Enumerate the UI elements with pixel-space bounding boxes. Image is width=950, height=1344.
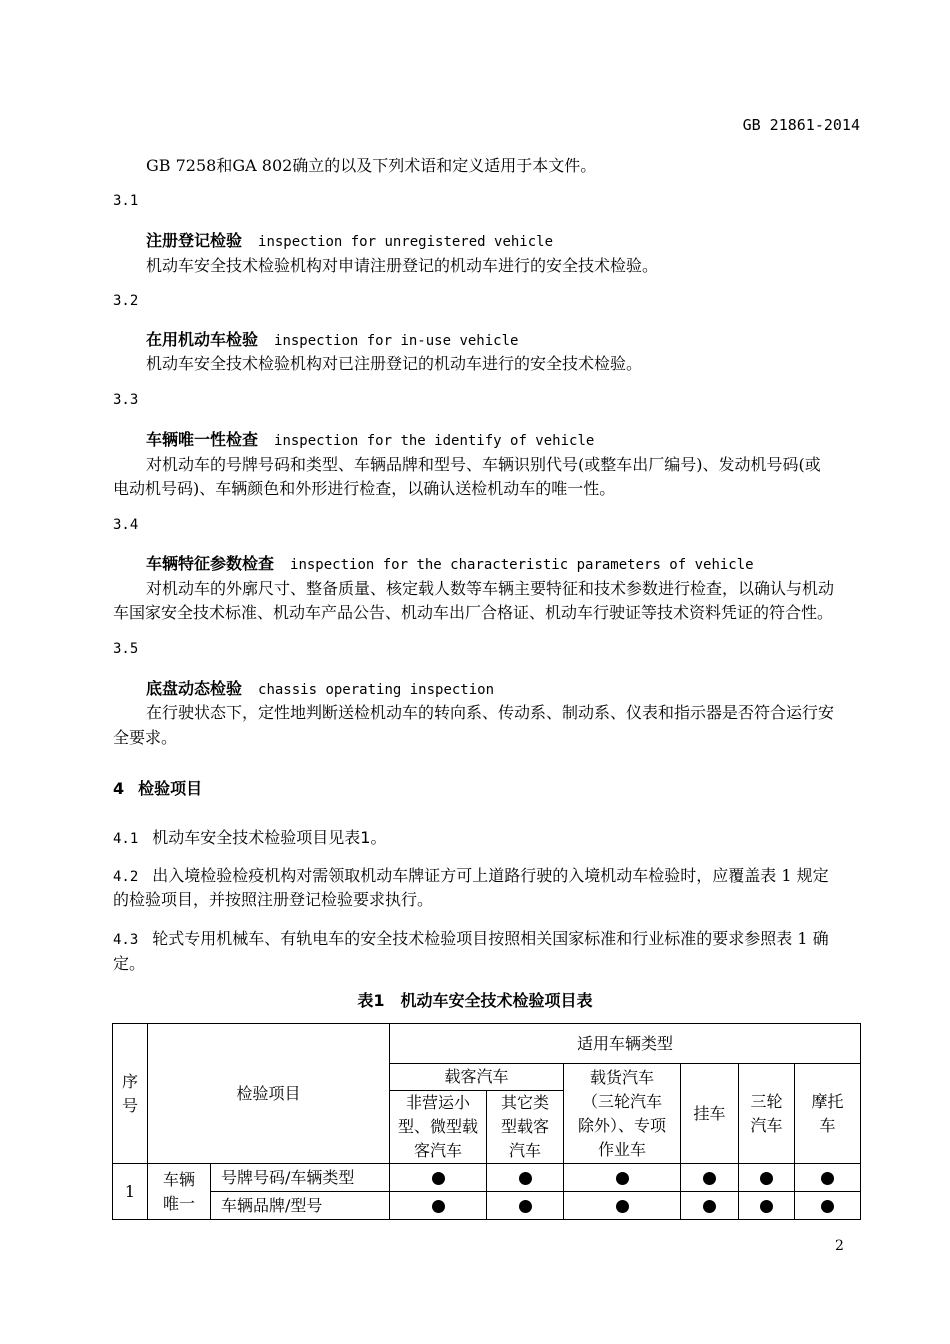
- term-zh: 在用机动车检验: [146, 330, 259, 349]
- cargo-header: 载货汽车 （三轮汽车 除外）、专项 作业车: [564, 1064, 681, 1164]
- clause: [113, 826, 386, 851]
- applicable-dot: [760, 1172, 773, 1185]
- term-heading: [146, 428, 594, 453]
- applicable-mark: [681, 1164, 739, 1192]
- row-item: 号牌号码/车辆类型: [211, 1164, 390, 1192]
- term-heading: [146, 677, 494, 702]
- applicable-dot: [703, 1200, 716, 1213]
- row-seq: 1: [113, 1164, 148, 1220]
- term-definition-line: 电动机号码)、车辆颜色和外形进行检查，以确认送检机动车的唯一性。: [113, 479, 616, 498]
- term-number: 3.2: [113, 293, 139, 309]
- term-zh: 底盘动态检验: [146, 679, 243, 698]
- applicable-dot: [616, 1200, 629, 1213]
- term-number: 3.5: [113, 641, 139, 657]
- clause-number: 4.2: [113, 869, 139, 885]
- non-commercial-small-car-header: 非营运小 型、微型载 客汽车: [390, 1091, 487, 1164]
- clause-number: 4.3: [113, 932, 139, 948]
- table-caption: 表1 机动车安全技术检验项目表: [357, 991, 593, 1010]
- term-heading: [146, 328, 518, 353]
- page-number: 2: [835, 1238, 844, 1254]
- clause: [113, 927, 829, 952]
- section-number: 4: [113, 779, 125, 798]
- term-definition-line: 对机动车的外廓尺寸、整备质量、核定载人数等车辆主要特征和技术参数进行检查，以确认与机动: [146, 579, 835, 598]
- term-zh: 注册登记检验: [146, 231, 243, 250]
- applicable-dot: [519, 1172, 532, 1185]
- term-definition: 机动车安全技术检验机构对申请注册登记的机动车进行的安全技术检验。: [146, 256, 659, 275]
- applicable-dot: [432, 1172, 445, 1185]
- applicable-mark: [681, 1192, 739, 1220]
- term-number: 3.1: [113, 193, 139, 209]
- applicable-mark: [487, 1164, 564, 1192]
- term-en: inspection for the characteristic parameters of vehicle: [290, 557, 754, 573]
- applicable-dot: [519, 1200, 532, 1213]
- term-en: inspection for unregistered vehicle: [258, 234, 554, 250]
- term-definition-line: 车国家安全技术标准、机动车产品公告、机动车出厂合格证、机动车行驶证等技术资料凭证的符合性。: [113, 603, 834, 622]
- term-heading: [146, 229, 553, 254]
- inspection-items-table: [112, 1023, 861, 1220]
- term-definition-line: 全要求。: [113, 728, 178, 747]
- term-definition-line: 在行驶状态下，定性地判断送检机动车的转向系、传动系、制动系、仪表和指示器是否符合运行安: [146, 703, 835, 722]
- applicable-mark: [564, 1192, 681, 1220]
- applicable-dot: [821, 1172, 834, 1185]
- term-en: chassis operating inspection: [258, 682, 495, 698]
- term-en: inspection for in-use vehicle: [274, 333, 519, 349]
- clause: [113, 864, 829, 889]
- applicable-mark: [795, 1192, 861, 1220]
- clause-line: 出入境检验检疫机构对需领取机动车牌证方可上道路行驶的入境机动车检验时，应覆盖表 1 规定: [152, 866, 829, 885]
- applicable-mark: [564, 1164, 681, 1192]
- term-en: inspection for the identify of vehicle: [274, 433, 595, 449]
- passenger-car-header: 载客汽车: [390, 1064, 564, 1091]
- applicable-dot: [616, 1172, 629, 1185]
- section-heading: [113, 777, 202, 801]
- applicable-dot: [760, 1200, 773, 1213]
- row-item: 车辆品牌/型号: [211, 1192, 390, 1220]
- term-heading: [146, 552, 754, 577]
- seq-header: 序 号: [113, 1024, 148, 1164]
- applicable-dot: [703, 1172, 716, 1185]
- applicable-types-header: 适用车辆类型: [390, 1024, 861, 1064]
- motorcycle-header: 摩托 车: [795, 1064, 861, 1164]
- row-group: 车辆 唯一: [148, 1164, 211, 1220]
- table-row: [113, 1164, 861, 1192]
- clause-line: 轮式专用机械车、有轨电车的安全技术检验项目按照相关国家标准和行业标准的要求参照表 1 确: [152, 929, 829, 948]
- term-number: 3.4: [113, 517, 139, 533]
- applicable-mark: [390, 1164, 487, 1192]
- term-definition: 机动车安全技术检验机构对已注册登记的机动车进行的安全技术检验。: [146, 354, 643, 373]
- tricycle-header: 三轮 汽车: [739, 1064, 795, 1164]
- applicable-dot: [432, 1200, 445, 1213]
- clause-line: 的检验项目，并按照注册登记检验要求执行。: [113, 890, 434, 909]
- applicable-mark: [739, 1192, 795, 1220]
- term-definition-line: 对机动车的号牌号码和类型、车辆品牌和型号、车辆识别代号(或整车出厂编号)、发动机号码(或: [146, 455, 821, 474]
- applicable-dot: [821, 1200, 834, 1213]
- applicable-mark: [795, 1164, 861, 1192]
- term-zh: 车辆特征参数检查: [146, 554, 275, 573]
- clause-text: 机动车安全技术检验项目见表1。: [152, 828, 387, 847]
- clause-number: 4.1: [113, 831, 139, 847]
- standard-id: GB 21861-2014: [742, 116, 860, 134]
- table-row: [113, 1192, 861, 1220]
- trailer-header: 挂车: [681, 1064, 739, 1164]
- item-header: 检验项目: [148, 1024, 390, 1164]
- applicable-mark: [390, 1192, 487, 1220]
- term-number: 3.3: [113, 392, 139, 408]
- other-passenger-car-header: 其它类 型载客 汽车: [487, 1091, 564, 1164]
- applicable-mark: [739, 1164, 795, 1192]
- term-zh: 车辆唯一性检查: [146, 430, 259, 449]
- clause-line: 定。: [113, 954, 146, 973]
- section-title: 检验项目: [138, 779, 203, 798]
- intro-text: GB 7258和GA 802确立的以及下列术语和定义适用于本文件。: [146, 156, 597, 175]
- applicable-mark: [487, 1192, 564, 1220]
